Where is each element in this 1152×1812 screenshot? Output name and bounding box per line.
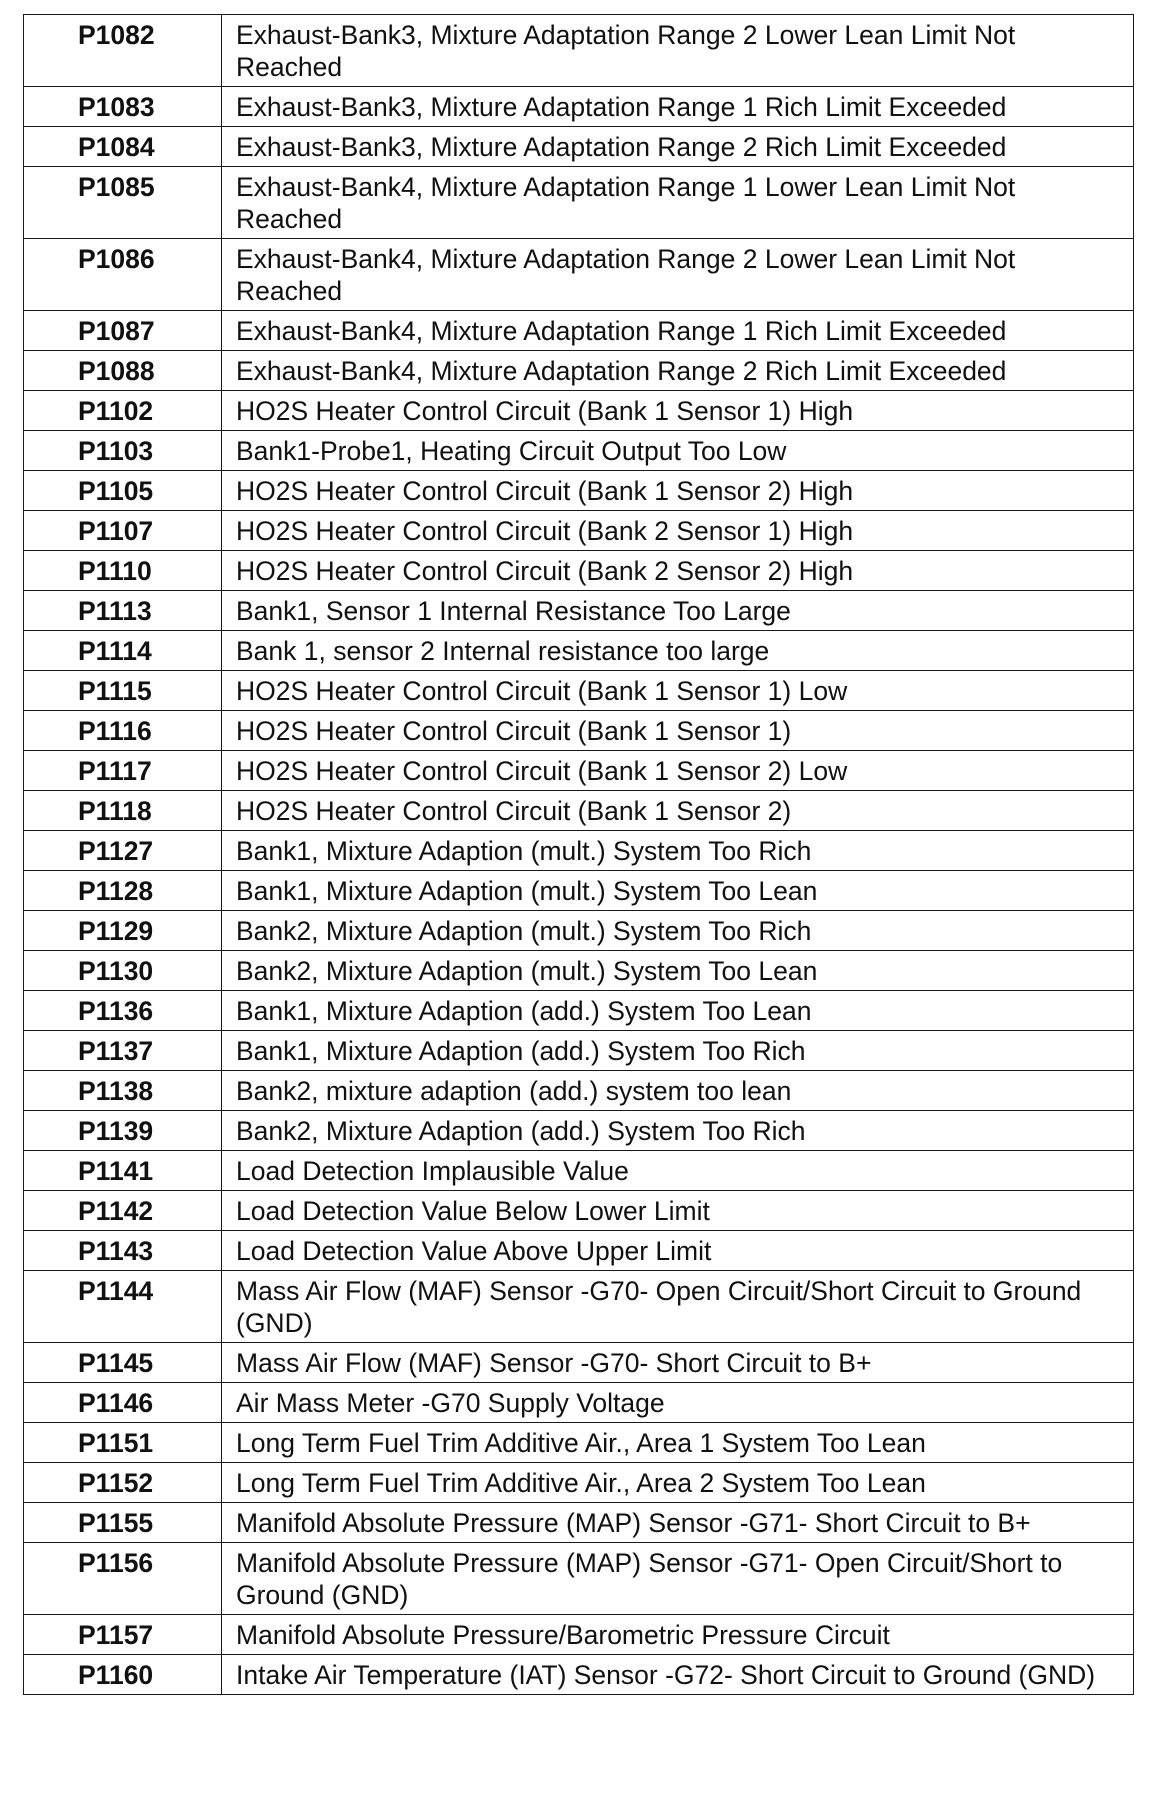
dtc-description: Air Mass Meter -G70 Supply Voltage <box>222 1383 1134 1423</box>
dtc-description: Mass Air Flow (MAF) Sensor -G70- Open Circuit/Short Circuit to Ground (GND) <box>222 1271 1134 1343</box>
dtc-code: P1102 <box>24 391 222 431</box>
table-row <box>24 511 1134 551</box>
table-row <box>24 1615 1134 1655</box>
table-row <box>24 1191 1134 1231</box>
table-row <box>24 431 1134 471</box>
dtc-description: Exhaust-Bank3, Mixture Adaptation Range 1 Rich Limit Exceeded <box>222 87 1134 127</box>
dtc-description: Bank1, Mixture Adaption (mult.) System Too Rich <box>222 831 1134 871</box>
dtc-description: Exhaust-Bank4, Mixture Adaptation Range 2 Lower Lean Limit Not Reached <box>222 239 1134 311</box>
dtc-code: P1115 <box>24 671 222 711</box>
dtc-description: Load Detection Implausible Value <box>222 1151 1134 1191</box>
table-row <box>24 127 1134 167</box>
dtc-code: P1084 <box>24 127 222 167</box>
dtc-code: P1107 <box>24 511 222 551</box>
dtc-description: Manifold Absolute Pressure/Barometric Pressure Circuit <box>222 1615 1134 1655</box>
dtc-code: P1138 <box>24 1071 222 1111</box>
dtc-table <box>23 14 1134 1695</box>
dtc-description: Load Detection Value Above Upper Limit <box>222 1231 1134 1271</box>
table-row <box>24 671 1134 711</box>
table-row <box>24 631 1134 671</box>
dtc-code: P1145 <box>24 1343 222 1383</box>
dtc-description: HO2S Heater Control Circuit (Bank 1 Sensor 1) High <box>222 391 1134 431</box>
dtc-code: P1152 <box>24 1463 222 1503</box>
table-row <box>24 239 1134 311</box>
dtc-description: Bank2, Mixture Adaption (mult.) System Too Rich <box>222 911 1134 951</box>
dtc-description: Exhaust-Bank4, Mixture Adaptation Range 2 Rich Limit Exceeded <box>222 351 1134 391</box>
table-row <box>24 15 1134 87</box>
table-row <box>24 831 1134 871</box>
dtc-description: HO2S Heater Control Circuit (Bank 1 Sensor 1) <box>222 711 1134 751</box>
dtc-description: Bank2, mixture adaption (add.) system too lean <box>222 1071 1134 1111</box>
dtc-code: P1117 <box>24 751 222 791</box>
dtc-description: HO2S Heater Control Circuit (Bank 1 Sensor 2) High <box>222 471 1134 511</box>
table-row <box>24 1463 1134 1503</box>
dtc-code: P1157 <box>24 1615 222 1655</box>
dtc-description: Exhaust-Bank3, Mixture Adaptation Range 2 Rich Limit Exceeded <box>222 127 1134 167</box>
dtc-description: Load Detection Value Below Lower Limit <box>222 1191 1134 1231</box>
table-row <box>24 551 1134 591</box>
table-row <box>24 391 1134 431</box>
dtc-description: Bank1, Mixture Adaption (mult.) System Too Lean <box>222 871 1134 911</box>
dtc-description: Bank1, Mixture Adaption (add.) System Too Lean <box>222 991 1134 1031</box>
table-row <box>24 1655 1134 1695</box>
table-row <box>24 87 1134 127</box>
dtc-description: Bank2, Mixture Adaption (mult.) System Too Lean <box>222 951 1134 991</box>
table-row <box>24 311 1134 351</box>
dtc-code: P1137 <box>24 1031 222 1071</box>
dtc-description: Exhaust-Bank3, Mixture Adaptation Range 2 Lower Lean Limit Not Reached <box>222 15 1134 87</box>
dtc-description: HO2S Heater Control Circuit (Bank 2 Sensor 2) High <box>222 551 1134 591</box>
dtc-code: P1144 <box>24 1271 222 1343</box>
table-row <box>24 711 1134 751</box>
table-row <box>24 167 1134 239</box>
table-row <box>24 911 1134 951</box>
table-row <box>24 1151 1134 1191</box>
dtc-description: Long Term Fuel Trim Additive Air., Area 2 System Too Lean <box>222 1463 1134 1503</box>
table-row <box>24 1271 1134 1343</box>
dtc-code: P1128 <box>24 871 222 911</box>
dtc-code: P1103 <box>24 431 222 471</box>
dtc-code: P1114 <box>24 631 222 671</box>
table-row <box>24 991 1134 1031</box>
dtc-code: P1141 <box>24 1151 222 1191</box>
dtc-description: HO2S Heater Control Circuit (Bank 1 Sensor 2) Low <box>222 751 1134 791</box>
table-row <box>24 1231 1134 1271</box>
dtc-description: Long Term Fuel Trim Additive Air., Area 1 System Too Lean <box>222 1423 1134 1463</box>
table-row <box>24 1343 1134 1383</box>
dtc-code: P1118 <box>24 791 222 831</box>
table-row <box>24 351 1134 391</box>
dtc-code: P1110 <box>24 551 222 591</box>
table-row <box>24 1383 1134 1423</box>
dtc-code: P1136 <box>24 991 222 1031</box>
table-row <box>24 591 1134 631</box>
dtc-code: P1086 <box>24 239 222 311</box>
dtc-description: Exhaust-Bank4, Mixture Adaptation Range 1 Lower Lean Limit Not Reached <box>222 167 1134 239</box>
table-row <box>24 1503 1134 1543</box>
table-row <box>24 871 1134 911</box>
dtc-code: P1105 <box>24 471 222 511</box>
dtc-code: P1082 <box>24 15 222 87</box>
dtc-code: P1087 <box>24 311 222 351</box>
table-row <box>24 751 1134 791</box>
dtc-description: Intake Air Temperature (IAT) Sensor -G72- Short Circuit to Ground (GND) <box>222 1655 1134 1695</box>
table-row <box>24 791 1134 831</box>
dtc-code: P1088 <box>24 351 222 391</box>
dtc-table-body <box>24 15 1134 1695</box>
dtc-code: P1129 <box>24 911 222 951</box>
table-row <box>24 1543 1134 1615</box>
dtc-description: Bank2, Mixture Adaption (add.) System Too Rich <box>222 1111 1134 1151</box>
table-row <box>24 1071 1134 1111</box>
dtc-code: P1083 <box>24 87 222 127</box>
dtc-code: P1155 <box>24 1503 222 1543</box>
dtc-code: P1143 <box>24 1231 222 1271</box>
dtc-description: HO2S Heater Control Circuit (Bank 1 Sensor 2) <box>222 791 1134 831</box>
dtc-code: P1160 <box>24 1655 222 1695</box>
dtc-code: P1139 <box>24 1111 222 1151</box>
dtc-description: HO2S Heater Control Circuit (Bank 1 Sensor 1) Low <box>222 671 1134 711</box>
table-row <box>24 1423 1134 1463</box>
dtc-description: Manifold Absolute Pressure (MAP) Sensor -G71- Open Circuit/Short to Ground (GND) <box>222 1543 1134 1615</box>
dtc-code: P1130 <box>24 951 222 991</box>
dtc-code: P1085 <box>24 167 222 239</box>
dtc-code: P1146 <box>24 1383 222 1423</box>
table-row <box>24 1031 1134 1071</box>
table-row <box>24 1111 1134 1151</box>
dtc-description: Manifold Absolute Pressure (MAP) Sensor -G71- Short Circuit to B+ <box>222 1503 1134 1543</box>
dtc-code: P1151 <box>24 1423 222 1463</box>
dtc-description: Bank1-Probe1, Heating Circuit Output Too Low <box>222 431 1134 471</box>
dtc-code: P1113 <box>24 591 222 631</box>
dtc-description: HO2S Heater Control Circuit (Bank 2 Sensor 1) High <box>222 511 1134 551</box>
dtc-description: Bank1, Sensor 1 Internal Resistance Too Large <box>222 591 1134 631</box>
table-row <box>24 471 1134 511</box>
dtc-code: P1116 <box>24 711 222 751</box>
dtc-description: Bank 1, sensor 2 Internal resistance too large <box>222 631 1134 671</box>
table-row <box>24 951 1134 991</box>
dtc-code: P1142 <box>24 1191 222 1231</box>
dtc-description: Exhaust-Bank4, Mixture Adaptation Range 1 Rich Limit Exceeded <box>222 311 1134 351</box>
dtc-description: Bank1, Mixture Adaption (add.) System Too Rich <box>222 1031 1134 1071</box>
dtc-description: Mass Air Flow (MAF) Sensor -G70- Short Circuit to B+ <box>222 1343 1134 1383</box>
dtc-code: P1127 <box>24 831 222 871</box>
dtc-code: P1156 <box>24 1543 222 1615</box>
